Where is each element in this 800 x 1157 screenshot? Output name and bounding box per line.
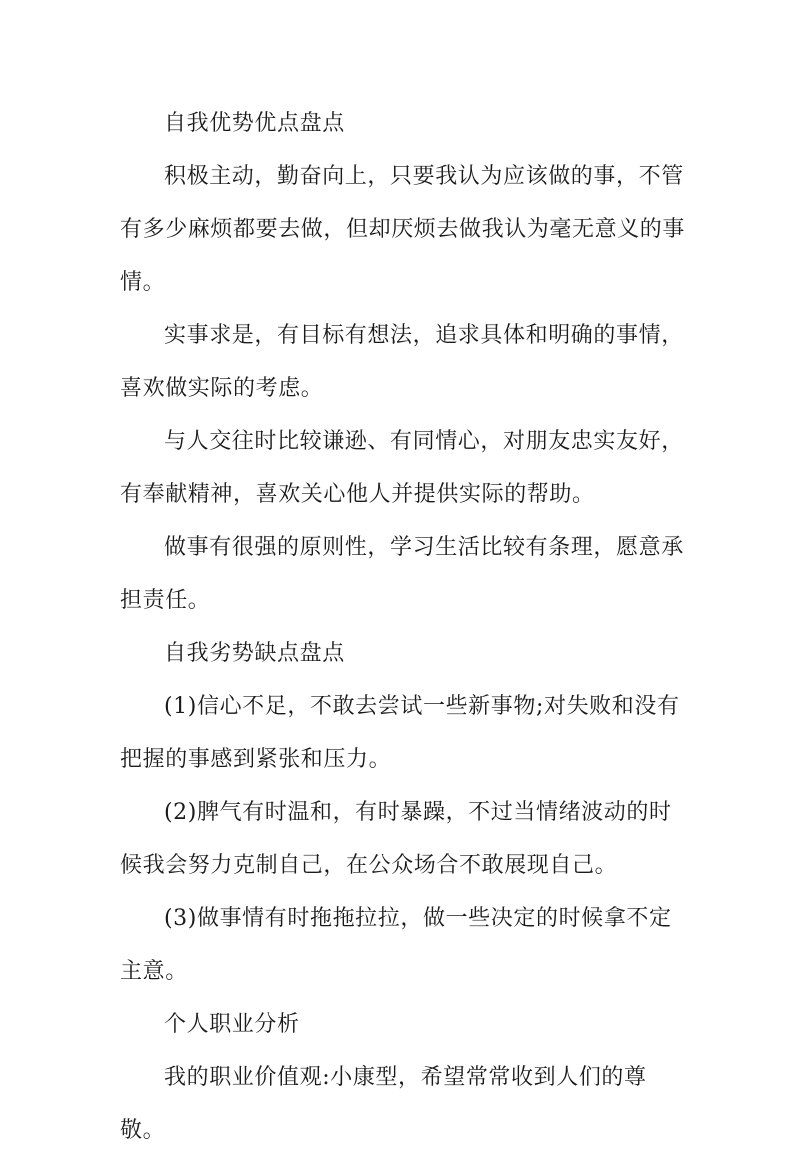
paragraph: (2)脾气有时温和，有时暴躁，不过当情绪波动的时候我会努力克制自己，在公众场合不敢展现自己。 xyxy=(120,800,672,878)
paragraph: (3)做事情有时拖拖拉拉，做一些决定的时候拿不定主意。 xyxy=(120,906,672,984)
paragraph: 做事有很强的原则性，学习生活比较有条理，愿意承担责任。 xyxy=(120,535,684,613)
paragraph: 积极主动，勤奋向上，只要我认为应该做的事，不管有多少麻烦都要去做，但却厌烦去做我认为毫无意义的事情。 xyxy=(120,164,686,295)
paragraph: 与人交往时比较谦逊、有同情心，对朋友忠实友好，有奉献精神，喜欢关心他人并提供实际的帮助。 xyxy=(120,429,684,507)
paragraph: 我的职业价值观:小康型，希望常常收到人们的尊敬。 xyxy=(120,1065,647,1143)
section-heading-career-analysis: 个人职业分析 xyxy=(164,1012,300,1037)
document-body xyxy=(120,97,690,1157)
paragraph: (1)信心不足，不敢去尝试一些新事物;对失败和没有把握的事感到紧张和压力。 xyxy=(120,694,680,772)
section-heading-strengths: 自我优势优点盘点 xyxy=(164,111,345,136)
section-heading-weaknesses: 自我劣势缺点盘点 xyxy=(164,641,345,666)
paragraph: 实事求是，有目标有想法，追求具体和明确的事情，喜欢做实际的考虑。 xyxy=(120,323,684,401)
